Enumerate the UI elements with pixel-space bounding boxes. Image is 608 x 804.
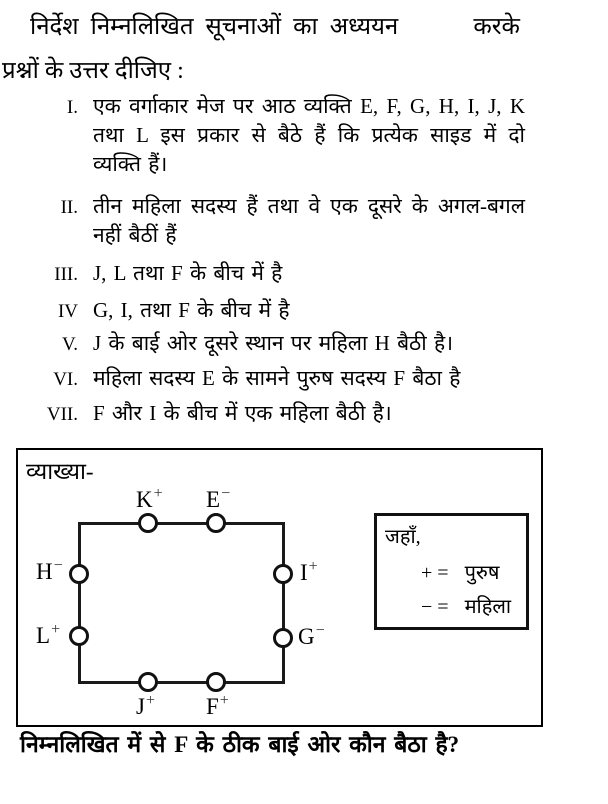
gender-sign: + bbox=[153, 485, 163, 502]
legend-meaning: महिला bbox=[464, 596, 512, 618]
seat-label-i bbox=[300, 558, 318, 588]
seat-circle-l bbox=[69, 626, 89, 646]
seat-circle-k bbox=[138, 513, 158, 533]
seat-circle-g bbox=[273, 628, 293, 648]
statement-row-4 bbox=[40, 296, 527, 325]
statement-row-5 bbox=[40, 329, 527, 358]
gender-sign: + bbox=[145, 692, 155, 709]
legend-row-male bbox=[421, 558, 499, 585]
statement-numeral: IV bbox=[57, 301, 78, 322]
statement-text: एक वर्गाकार मेज पर आठ व्यक्ति E, F, G, H, I, J, K तथा L इस प्रकार से बैठे हैं कि प्रत्येक साइड में दो व्यक्ति हैं। bbox=[93, 94, 525, 176]
statement-text: J के बाई ओर दूसरे स्थान पर महिला H बैठी है। bbox=[93, 331, 454, 355]
legend-box bbox=[374, 513, 529, 630]
square-table bbox=[78, 522, 285, 684]
statement-row-3 bbox=[40, 259, 527, 288]
equals-sign: = bbox=[437, 596, 449, 618]
seat-letter: K bbox=[136, 487, 153, 512]
seat-label-h bbox=[36, 557, 63, 587]
legend-heading: जहाँ, bbox=[385, 526, 421, 548]
seat-label-k bbox=[136, 485, 163, 515]
statement-text: F और I के बीच में एक महिला बैठी है। bbox=[93, 401, 392, 425]
gender-sign: + bbox=[51, 621, 61, 638]
seat-circle-e bbox=[206, 513, 226, 533]
statement-row-7 bbox=[40, 399, 527, 428]
statement-row-1 bbox=[40, 92, 527, 179]
seat-label-l bbox=[36, 621, 61, 651]
instructions-text: निर्देश निम्नलिखित सूचनाओं का अध्ययन bbox=[30, 14, 399, 40]
seat-circle-i bbox=[273, 564, 293, 584]
seat-letter: I bbox=[300, 560, 308, 585]
seat-label-j bbox=[136, 692, 155, 722]
gender-sign: + bbox=[308, 558, 318, 575]
statement-numeral: V. bbox=[61, 334, 78, 355]
statement-text: J, L तथा F के बीच में है bbox=[93, 261, 283, 285]
statement-text: महिला सदस्य E के सामने पुरुष सदस्य F बैठा है bbox=[93, 366, 461, 390]
minus-sign: − bbox=[421, 596, 433, 618]
seat-letter: G bbox=[298, 624, 315, 649]
seat-label-f bbox=[206, 692, 229, 722]
statement-numeral: I. bbox=[66, 97, 78, 118]
statement-numeral: III. bbox=[54, 264, 78, 285]
gender-sign: − bbox=[221, 485, 231, 502]
legend-row-female bbox=[421, 592, 511, 619]
gender-sign: − bbox=[53, 557, 63, 574]
seat-label-g bbox=[298, 622, 325, 652]
seat-circle-f bbox=[206, 672, 226, 692]
statement-numeral: VI. bbox=[53, 369, 78, 390]
gender-sign: − bbox=[315, 622, 325, 639]
statement-row-2 bbox=[40, 192, 527, 250]
statement-text: G, I, तथा F के बीच में है bbox=[93, 298, 290, 322]
question-text: निम्नलिखित में से F के ठीक बाई ओर कौन बैठा है? bbox=[20, 732, 460, 757]
seat-letter: J bbox=[136, 694, 145, 719]
seat-letter: L bbox=[36, 623, 51, 648]
legend-meaning: पुरुष bbox=[464, 562, 500, 584]
seat-circle-j bbox=[138, 672, 158, 692]
equals-sign: = bbox=[437, 562, 449, 584]
seat-circle-h bbox=[69, 564, 89, 584]
seat-letter: H bbox=[36, 559, 53, 584]
statement-numeral: VII. bbox=[46, 404, 78, 425]
gender-sign: + bbox=[219, 692, 229, 709]
instructions-text-tail: करके bbox=[473, 14, 520, 40]
instructions-line-2: प्रश्नों के उत्तर दीजिए : bbox=[2, 58, 184, 84]
statement-row-6 bbox=[40, 364, 527, 393]
explanation-label: व्याख्या- bbox=[26, 459, 94, 484]
seat-letter: E bbox=[206, 487, 221, 512]
instructions-line-1 bbox=[30, 10, 520, 44]
seat-letter: F bbox=[206, 694, 219, 719]
seat-label-e bbox=[206, 485, 231, 515]
explanation-box bbox=[16, 448, 543, 727]
statement-numeral: II. bbox=[60, 197, 78, 218]
statement-text: तीन महिला सदस्य हैं तथा वे एक दूसरे के अगल-बगल नहीं बैठीं हैं bbox=[93, 194, 525, 247]
plus-sign: + bbox=[421, 562, 433, 584]
